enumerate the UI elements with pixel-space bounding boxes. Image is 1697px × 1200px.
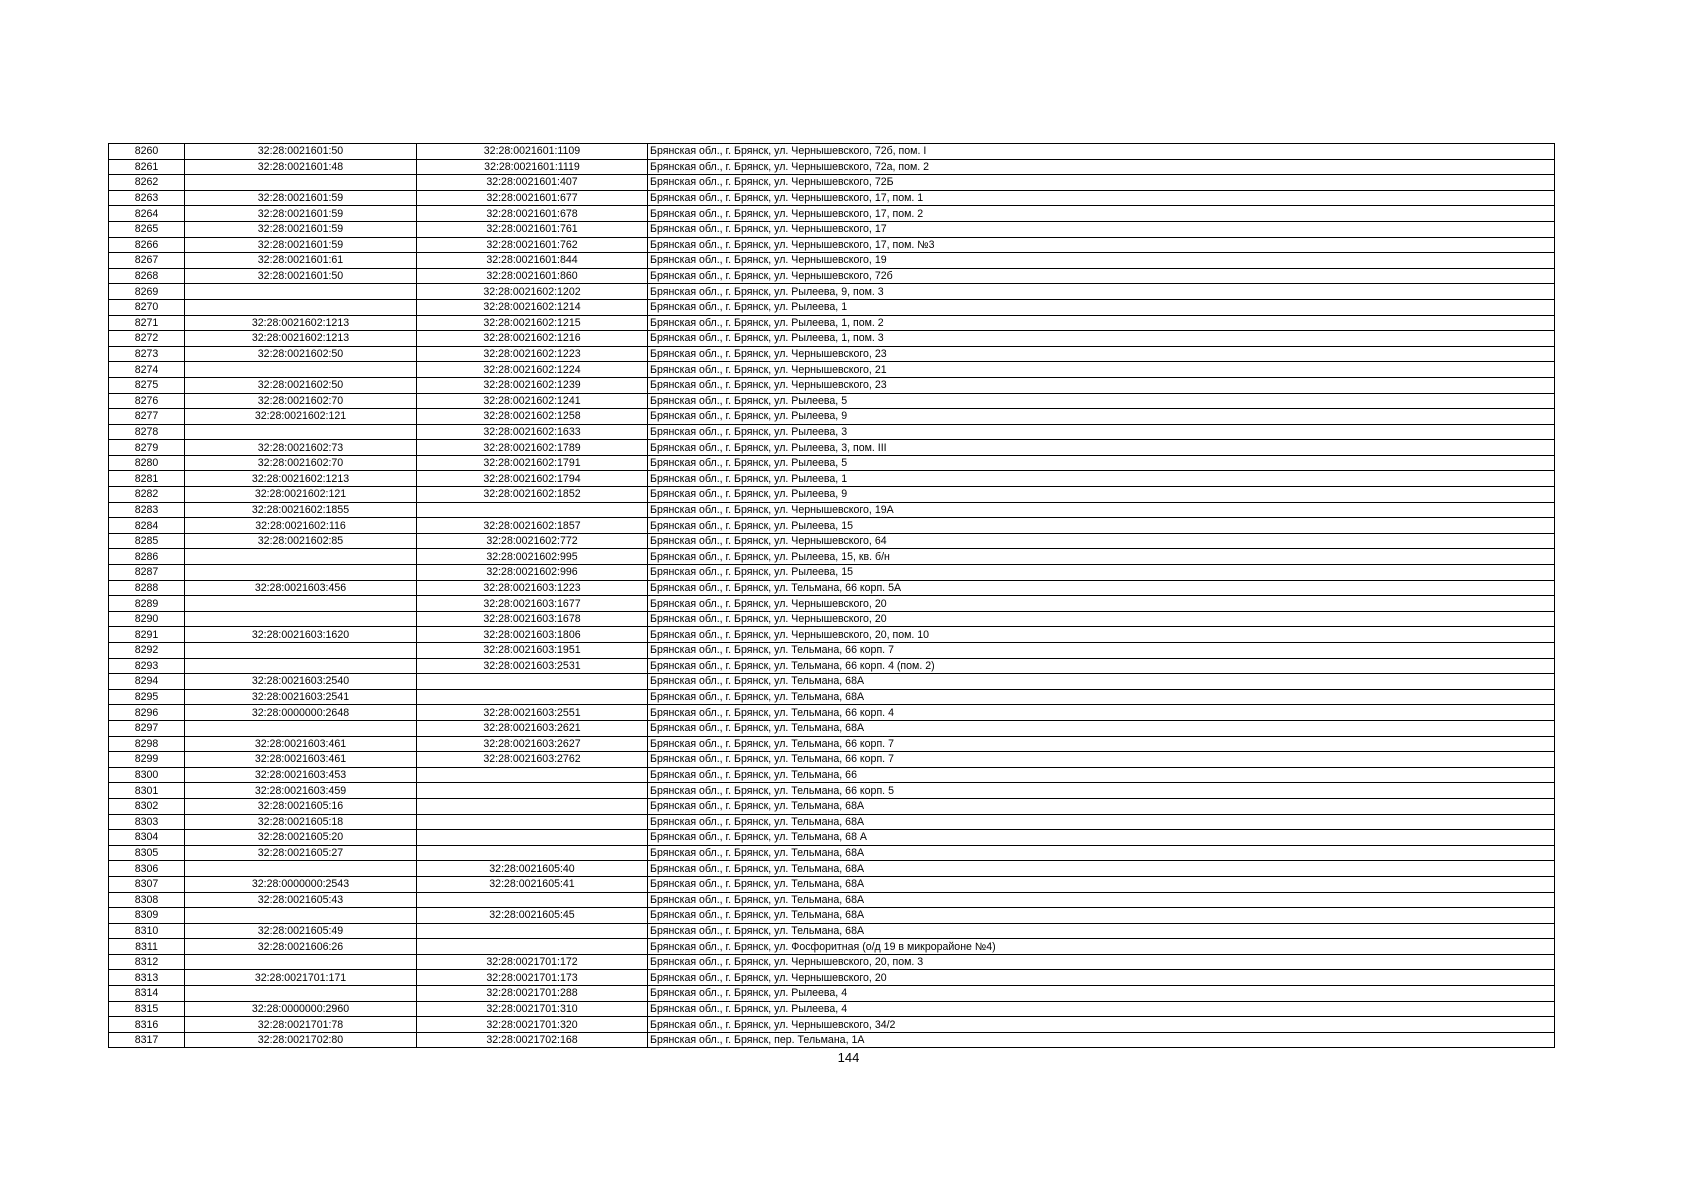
table-row <box>109 580 1555 596</box>
object-number-cell: 32:28:0021602:772 <box>417 533 648 549</box>
parcel-number-cell <box>185 611 417 627</box>
address-cell: Брянская обл., г. Брянск, пер. Тельмана, 1А <box>648 1032 1555 1048</box>
table-row <box>109 144 1555 160</box>
table-row <box>109 455 1555 471</box>
parcel-number-cell: 32:28:0021602:121 <box>185 409 417 425</box>
object-number-cell: 32:28:0021605:41 <box>417 876 648 892</box>
row-number-cell: 8264 <box>109 206 185 222</box>
row-number-cell: 8287 <box>109 565 185 581</box>
row-number-cell: 8274 <box>109 362 185 378</box>
table-row <box>109 1001 1555 1017</box>
address-cell: Брянская обл., г. Брянск, ул. Чернышевского, 20 <box>648 596 1555 612</box>
parcel-number-cell: 32:28:0000000:2960 <box>185 1001 417 1017</box>
address-cell: Брянская обл., г. Брянск, ул. Рылеева, 15 <box>648 518 1555 534</box>
parcel-number-cell <box>185 175 417 191</box>
parcel-number-cell: 32:28:0021605:18 <box>185 814 417 830</box>
parcel-number-cell: 32:28:0021601:59 <box>185 206 417 222</box>
parcel-number-cell: 32:28:0021602:1213 <box>185 331 417 347</box>
row-number-cell: 8275 <box>109 377 185 393</box>
address-cell: Брянская обл., г. Брянск, ул. Рылеева, 3 <box>648 424 1555 440</box>
parcel-number-cell <box>185 720 417 736</box>
parcel-number-cell <box>185 565 417 581</box>
table-row <box>109 658 1555 674</box>
table-row <box>109 986 1555 1002</box>
row-number-cell: 8293 <box>109 658 185 674</box>
address-cell: Брянская обл., г. Брянск, ул. Фосфоритная (о/д 19 в микрорайоне №4) <box>648 939 1555 955</box>
parcel-number-cell: 32:28:0021603:2540 <box>185 674 417 690</box>
table-row <box>109 954 1555 970</box>
parcel-number-cell: 32:28:0021605:16 <box>185 798 417 814</box>
address-cell: Брянская обл., г. Брянск, ул. Чернышевского, 72а, пом. 2 <box>648 159 1555 175</box>
parcel-number-cell: 32:28:0021603:461 <box>185 736 417 752</box>
object-number-cell: 32:28:0021601:407 <box>417 175 648 191</box>
object-number-cell: 32:28:0021602:1633 <box>417 424 648 440</box>
row-number-cell: 8263 <box>109 190 185 206</box>
table-row <box>109 159 1555 175</box>
address-cell: Брянская обл., г. Брянск, ул. Чернышевского, 20 <box>648 970 1555 986</box>
object-number-cell: 32:28:0021603:1677 <box>417 596 648 612</box>
row-number-cell: 8315 <box>109 1001 185 1017</box>
parcel-number-cell: 32:28:0021603:456 <box>185 580 417 596</box>
object-number-cell <box>417 814 648 830</box>
row-number-cell: 8306 <box>109 861 185 877</box>
row-number-cell: 8271 <box>109 315 185 331</box>
object-number-cell <box>417 798 648 814</box>
table-row <box>109 268 1555 284</box>
page-number: 144 <box>837 1050 860 1065</box>
table-row <box>109 611 1555 627</box>
parcel-number-cell: 32:28:0021605:27 <box>185 845 417 861</box>
object-number-cell: 32:28:0021701:288 <box>417 986 648 1002</box>
object-number-cell: 32:28:0021701:173 <box>417 970 648 986</box>
address-cell: Брянская обл., г. Брянск, ул. Рылеева, 5 <box>648 455 1555 471</box>
parcel-number-cell: 32:28:0000000:2648 <box>185 705 417 721</box>
address-cell: Брянская обл., г. Брянск, ул. Тельмана, 68А <box>648 861 1555 877</box>
table-row <box>109 471 1555 487</box>
object-number-cell: 32:28:0021603:2621 <box>417 720 648 736</box>
object-number-cell <box>417 783 648 799</box>
table-row <box>109 409 1555 425</box>
row-number-cell: 8296 <box>109 705 185 721</box>
parcel-number-cell: 32:28:0021701:171 <box>185 970 417 986</box>
row-number-cell: 8298 <box>109 736 185 752</box>
object-number-cell: 32:28:0021701:172 <box>417 954 648 970</box>
row-number-cell: 8309 <box>109 908 185 924</box>
address-cell: Брянская обл., г. Брянск, ул. Тельмана, 66 корп. 4 (пом. 2) <box>648 658 1555 674</box>
object-number-cell: 32:28:0021701:320 <box>417 1017 648 1033</box>
object-number-cell <box>417 845 648 861</box>
address-cell: Брянская обл., г. Брянск, ул. Тельмана, 68 А <box>648 830 1555 846</box>
table-row <box>109 892 1555 908</box>
row-number-cell: 8281 <box>109 471 185 487</box>
table-row <box>109 424 1555 440</box>
parcel-number-cell <box>185 549 417 565</box>
parcel-number-cell: 32:28:0021702:80 <box>185 1032 417 1048</box>
parcel-number-cell: 32:28:0021605:43 <box>185 892 417 908</box>
address-cell: Брянская обл., г. Брянск, ул. Чернышевского, 23 <box>648 377 1555 393</box>
address-cell: Брянская обл., г. Брянск, ул. Тельмана, 68А <box>648 876 1555 892</box>
table-row <box>109 923 1555 939</box>
table-row <box>109 596 1555 612</box>
address-cell: Брянская обл., г. Брянск, ул. Рылеева, 1, пом. 2 <box>648 315 1555 331</box>
table-row <box>109 767 1555 783</box>
object-number-cell: 32:28:0021602:1202 <box>417 284 648 300</box>
row-number-cell: 8299 <box>109 752 185 768</box>
object-number-cell: 32:28:0021602:996 <box>417 565 648 581</box>
address-cell: Брянская обл., г. Брянск, ул. Рылеева, 4 <box>648 1001 1555 1017</box>
registry-table-body <box>109 144 1555 1048</box>
address-cell: Брянская обл., г. Брянск, ул. Чернышевского, 17 <box>648 221 1555 237</box>
object-number-cell <box>417 830 648 846</box>
object-number-cell: 32:28:0021605:45 <box>417 908 648 924</box>
object-number-cell: 32:28:0021603:1951 <box>417 643 648 659</box>
row-number-cell: 8307 <box>109 876 185 892</box>
table-row <box>109 736 1555 752</box>
table-row <box>109 752 1555 768</box>
address-cell: Брянская обл., г. Брянск, ул. Чернышевского, 17, пом. №3 <box>648 237 1555 253</box>
row-number-cell: 8272 <box>109 331 185 347</box>
table-row <box>109 1017 1555 1033</box>
object-number-cell: 32:28:0021603:2531 <box>417 658 648 674</box>
parcel-number-cell: 32:28:0021602:85 <box>185 533 417 549</box>
parcel-number-cell <box>185 299 417 315</box>
address-cell: Брянская обл., г. Брянск, ул. Тельмана, 68А <box>648 674 1555 690</box>
row-number-cell: 8290 <box>109 611 185 627</box>
address-cell: Брянская обл., г. Брянск, ул. Рылеева, 9, пом. 3 <box>648 284 1555 300</box>
table-row <box>109 674 1555 690</box>
table-row <box>109 315 1555 331</box>
address-cell: Брянская обл., г. Брянск, ул. Тельмана, 68А <box>648 720 1555 736</box>
address-cell: Брянская обл., г. Брянск, ул. Рылеева, 9 <box>648 487 1555 503</box>
object-number-cell: 32:28:0021601:860 <box>417 268 648 284</box>
table-row <box>109 876 1555 892</box>
object-number-cell: 32:28:0021603:2627 <box>417 736 648 752</box>
address-cell: Брянская обл., г. Брянск, ул. Чернышевского, 17, пом. 2 <box>648 206 1555 222</box>
parcel-number-cell <box>185 424 417 440</box>
table-row <box>109 237 1555 253</box>
parcel-number-cell <box>185 596 417 612</box>
object-number-cell <box>417 674 648 690</box>
table-row <box>109 1032 1555 1048</box>
object-number-cell: 32:28:0021602:1789 <box>417 440 648 456</box>
address-cell: Брянская обл., г. Брянск, ул. Тельмана, 68А <box>648 892 1555 908</box>
address-cell: Брянская обл., г. Брянск, ул. Чернышевского, 21 <box>648 362 1555 378</box>
table-row <box>109 502 1555 518</box>
table-row <box>109 908 1555 924</box>
object-number-cell: 32:28:0021603:1678 <box>417 611 648 627</box>
object-number-cell: 32:28:0021602:1794 <box>417 471 648 487</box>
address-cell: Брянская обл., г. Брянск, ул. Чернышевского, 72б, пом. I <box>648 144 1555 160</box>
object-number-cell: 32:28:0021602:1224 <box>417 362 648 378</box>
object-number-cell: 32:28:0021602:1241 <box>417 393 648 409</box>
row-number-cell: 8291 <box>109 627 185 643</box>
table-row <box>109 331 1555 347</box>
address-cell: Брянская обл., г. Брянск, ул. Рылеева, 15, кв. б/н <box>648 549 1555 565</box>
parcel-number-cell <box>185 861 417 877</box>
table-row <box>109 533 1555 549</box>
address-cell: Брянская обл., г. Брянск, ул. Рылеева, 3, пом. III <box>648 440 1555 456</box>
row-number-cell: 8288 <box>109 580 185 596</box>
address-cell: Брянская обл., г. Брянск, ул. Тельмана, 68А <box>648 923 1555 939</box>
address-cell: Брянская обл., г. Брянск, ул. Рылеева, 5 <box>648 393 1555 409</box>
row-number-cell: 8297 <box>109 720 185 736</box>
row-number-cell: 8276 <box>109 393 185 409</box>
table-row <box>109 284 1555 300</box>
row-number-cell: 8311 <box>109 939 185 955</box>
table-row <box>109 689 1555 705</box>
row-number-cell: 8312 <box>109 954 185 970</box>
table-row <box>109 798 1555 814</box>
parcel-number-cell <box>185 908 417 924</box>
address-cell: Брянская обл., г. Брянск, ул. Тельмана, 66 корп. 4 <box>648 705 1555 721</box>
address-cell: Брянская обл., г. Брянск, ул. Чернышевского, 64 <box>648 533 1555 549</box>
address-cell: Брянская обл., г. Брянск, ул. Тельмана, 68А <box>648 798 1555 814</box>
row-number-cell: 8292 <box>109 643 185 659</box>
parcel-number-cell: 32:28:0021602:50 <box>185 346 417 362</box>
object-number-cell: 32:28:0021601:844 <box>417 253 648 269</box>
row-number-cell: 8267 <box>109 253 185 269</box>
parcel-number-cell <box>185 986 417 1002</box>
parcel-number-cell: 32:28:0021701:78 <box>185 1017 417 1033</box>
address-cell: Брянская обл., г. Брянск, ул. Тельмана, 66 корп. 7 <box>648 643 1555 659</box>
address-cell: Брянская обл., г. Брянск, ул. Чернышевского, 19 <box>648 253 1555 269</box>
object-number-cell <box>417 923 648 939</box>
table-row <box>109 720 1555 736</box>
parcel-number-cell: 32:28:0021602:116 <box>185 518 417 534</box>
address-cell: Брянская обл., г. Брянск, ул. Чернышевского, 17, пом. 1 <box>648 190 1555 206</box>
address-cell: Брянская обл., г. Брянск, ул. Чернышевского, 23 <box>648 346 1555 362</box>
row-number-cell: 8303 <box>109 814 185 830</box>
parcel-number-cell: 32:28:0021605:49 <box>185 923 417 939</box>
table-row <box>109 565 1555 581</box>
table-row <box>109 705 1555 721</box>
parcel-number-cell: 32:28:0021601:59 <box>185 221 417 237</box>
table-row <box>109 175 1555 191</box>
address-cell: Брянская обл., г. Брянск, ул. Тельмана, 66 корп. 5А <box>648 580 1555 596</box>
table-row <box>109 487 1555 503</box>
row-number-cell: 8285 <box>109 533 185 549</box>
address-cell: Брянская обл., г. Брянск, ул. Чернышевского, 72Б <box>648 175 1555 191</box>
table-row <box>109 861 1555 877</box>
object-number-cell: 32:28:0021602:1852 <box>417 487 648 503</box>
parcel-number-cell <box>185 362 417 378</box>
object-number-cell: 32:28:0021602:1223 <box>417 346 648 362</box>
parcel-number-cell: 32:28:0021602:70 <box>185 455 417 471</box>
address-cell: Брянская обл., г. Брянск, ул. Рылеева, 15 <box>648 565 1555 581</box>
table-row <box>109 206 1555 222</box>
row-number-cell: 8270 <box>109 299 185 315</box>
object-number-cell <box>417 767 648 783</box>
table-row <box>109 783 1555 799</box>
row-number-cell: 8305 <box>109 845 185 861</box>
address-cell: Брянская обл., г. Брянск, ул. Тельмана, 68А <box>648 814 1555 830</box>
address-cell: Брянская обл., г. Брянск, ул. Чернышевского, 72б <box>648 268 1555 284</box>
row-number-cell: 8284 <box>109 518 185 534</box>
table-row <box>109 518 1555 534</box>
address-cell: Брянская обл., г. Брянск, ул. Чернышевского, 20 <box>648 611 1555 627</box>
row-number-cell: 8286 <box>109 549 185 565</box>
address-cell: Брянская обл., г. Брянск, ул. Чернышевского, 19А <box>648 502 1555 518</box>
object-number-cell: 32:28:0021601:761 <box>417 221 648 237</box>
parcel-number-cell <box>185 643 417 659</box>
row-number-cell: 8313 <box>109 970 185 986</box>
row-number-cell: 8314 <box>109 986 185 1002</box>
registry-table <box>108 143 1555 1048</box>
object-number-cell: 32:28:0021601:677 <box>417 190 648 206</box>
table-row <box>109 377 1555 393</box>
row-number-cell: 8295 <box>109 689 185 705</box>
object-number-cell: 32:28:0021601:678 <box>417 206 648 222</box>
parcel-number-cell: 32:28:0000000:2543 <box>185 876 417 892</box>
row-number-cell: 8277 <box>109 409 185 425</box>
row-number-cell: 8261 <box>109 159 185 175</box>
address-cell: Брянская обл., г. Брянск, ул. Чернышевского, 20, пом. 3 <box>648 954 1555 970</box>
parcel-number-cell <box>185 658 417 674</box>
parcel-number-cell: 32:28:0021601:59 <box>185 237 417 253</box>
object-number-cell: 32:28:0021602:1215 <box>417 315 648 331</box>
object-number-cell: 32:28:0021603:2762 <box>417 752 648 768</box>
object-number-cell: 32:28:0021601:762 <box>417 237 648 253</box>
object-number-cell <box>417 892 648 908</box>
address-cell: Брянская обл., г. Брянск, ул. Тельмана, 66 корп. 5 <box>648 783 1555 799</box>
object-number-cell <box>417 502 648 518</box>
table-row <box>109 221 1555 237</box>
table-row <box>109 362 1555 378</box>
table-row <box>109 190 1555 206</box>
address-cell: Брянская обл., г. Брянск, ул. Тельмана, 66 корп. 7 <box>648 736 1555 752</box>
parcel-number-cell <box>185 284 417 300</box>
parcel-number-cell: 32:28:0021605:20 <box>185 830 417 846</box>
table-row <box>109 970 1555 986</box>
parcel-number-cell: 32:28:0021602:121 <box>185 487 417 503</box>
row-number-cell: 8316 <box>109 1017 185 1033</box>
row-number-cell: 8269 <box>109 284 185 300</box>
address-cell: Брянская обл., г. Брянск, ул. Тельмана, 68А <box>648 689 1555 705</box>
table-row <box>109 830 1555 846</box>
row-number-cell: 8266 <box>109 237 185 253</box>
parcel-number-cell: 32:28:0021601:48 <box>185 159 417 175</box>
table-row <box>109 253 1555 269</box>
row-number-cell: 8262 <box>109 175 185 191</box>
address-cell: Брянская обл., г. Брянск, ул. Чернышевского, 34/2 <box>648 1017 1555 1033</box>
address-cell: Брянская обл., г. Брянск, ул. Рылеева, 1, пом. 3 <box>648 331 1555 347</box>
address-cell: Брянская обл., г. Брянск, ул. Тельмана, 66 <box>648 767 1555 783</box>
parcel-number-cell: 32:28:0021601:61 <box>185 253 417 269</box>
object-number-cell: 32:28:0021602:1258 <box>417 409 648 425</box>
object-number-cell: 32:28:0021701:310 <box>417 1001 648 1017</box>
table-row <box>109 346 1555 362</box>
object-number-cell: 32:28:0021602:1791 <box>417 455 648 471</box>
row-number-cell: 8289 <box>109 596 185 612</box>
parcel-number-cell <box>185 954 417 970</box>
row-number-cell: 8280 <box>109 455 185 471</box>
address-cell: Брянская обл., г. Брянск, ул. Тельмана, 68А <box>648 845 1555 861</box>
row-number-cell: 8282 <box>109 487 185 503</box>
table-row <box>109 627 1555 643</box>
row-number-cell: 8317 <box>109 1032 185 1048</box>
object-number-cell: 32:28:0021602:1239 <box>417 377 648 393</box>
table-row <box>109 393 1555 409</box>
parcel-number-cell: 32:28:0021601:59 <box>185 190 417 206</box>
address-cell: Брянская обл., г. Брянск, ул. Чернышевского, 20, пом. 10 <box>648 627 1555 643</box>
table-row <box>109 939 1555 955</box>
row-number-cell: 8300 <box>109 767 185 783</box>
parcel-number-cell: 32:28:0021602:50 <box>185 377 417 393</box>
parcel-number-cell: 32:28:0021602:73 <box>185 440 417 456</box>
row-number-cell: 8294 <box>109 674 185 690</box>
row-number-cell: 8278 <box>109 424 185 440</box>
row-number-cell: 8310 <box>109 923 185 939</box>
object-number-cell: 32:28:0021605:40 <box>417 861 648 877</box>
object-number-cell: 32:28:0021602:1216 <box>417 331 648 347</box>
row-number-cell: 8302 <box>109 798 185 814</box>
object-number-cell <box>417 689 648 705</box>
row-number-cell: 8283 <box>109 502 185 518</box>
object-number-cell: 32:28:0021601:1119 <box>417 159 648 175</box>
address-cell: Брянская обл., г. Брянск, ул. Рылеева, 9 <box>648 409 1555 425</box>
row-number-cell: 8301 <box>109 783 185 799</box>
object-number-cell: 32:28:0021603:1223 <box>417 580 648 596</box>
parcel-number-cell: 32:28:0021602:70 <box>185 393 417 409</box>
row-number-cell: 8260 <box>109 144 185 160</box>
parcel-number-cell: 32:28:0021603:453 <box>185 767 417 783</box>
address-cell: Брянская обл., г. Брянск, ул. Рылеева, 1 <box>648 299 1555 315</box>
table-row <box>109 549 1555 565</box>
address-cell: Брянская обл., г. Брянск, ул. Тельмана, 68А <box>648 908 1555 924</box>
object-number-cell: 32:28:0021602:1857 <box>417 518 648 534</box>
row-number-cell: 8279 <box>109 440 185 456</box>
object-number-cell: 32:28:0021603:2551 <box>417 705 648 721</box>
object-number-cell: 32:28:0021603:1806 <box>417 627 648 643</box>
row-number-cell: 8268 <box>109 268 185 284</box>
row-number-cell: 8304 <box>109 830 185 846</box>
table-row <box>109 814 1555 830</box>
parcel-number-cell: 32:28:0021601:50 <box>185 268 417 284</box>
table-row <box>109 643 1555 659</box>
parcel-number-cell: 32:28:0021603:459 <box>185 783 417 799</box>
table-row <box>109 440 1555 456</box>
row-number-cell: 8273 <box>109 346 185 362</box>
object-number-cell: 32:28:0021702:168 <box>417 1032 648 1048</box>
address-cell: Брянская обл., г. Брянск, ул. Рылеева, 1 <box>648 471 1555 487</box>
table-row <box>109 299 1555 315</box>
object-number-cell: 32:28:0021602:995 <box>417 549 648 565</box>
object-number-cell: 32:28:0021601:1109 <box>417 144 648 160</box>
parcel-number-cell: 32:28:0021606:26 <box>185 939 417 955</box>
table-row <box>109 845 1555 861</box>
parcel-number-cell: 32:28:0021603:461 <box>185 752 417 768</box>
parcel-number-cell: 32:28:0021602:1213 <box>185 315 417 331</box>
parcel-number-cell: 32:28:0021602:1213 <box>185 471 417 487</box>
address-cell: Брянская обл., г. Брянск, ул. Тельмана, 66 корп. 7 <box>648 752 1555 768</box>
object-number-cell: 32:28:0021602:1214 <box>417 299 648 315</box>
address-cell: Брянская обл., г. Брянск, ул. Рылеева, 4 <box>648 986 1555 1002</box>
parcel-number-cell: 32:28:0021602:1855 <box>185 502 417 518</box>
row-number-cell: 8265 <box>109 221 185 237</box>
parcel-number-cell: 32:28:0021601:50 <box>185 144 417 160</box>
object-number-cell <box>417 939 648 955</box>
parcel-number-cell: 32:28:0021603:1620 <box>185 627 417 643</box>
parcel-number-cell: 32:28:0021603:2541 <box>185 689 417 705</box>
row-number-cell: 8308 <box>109 892 185 908</box>
